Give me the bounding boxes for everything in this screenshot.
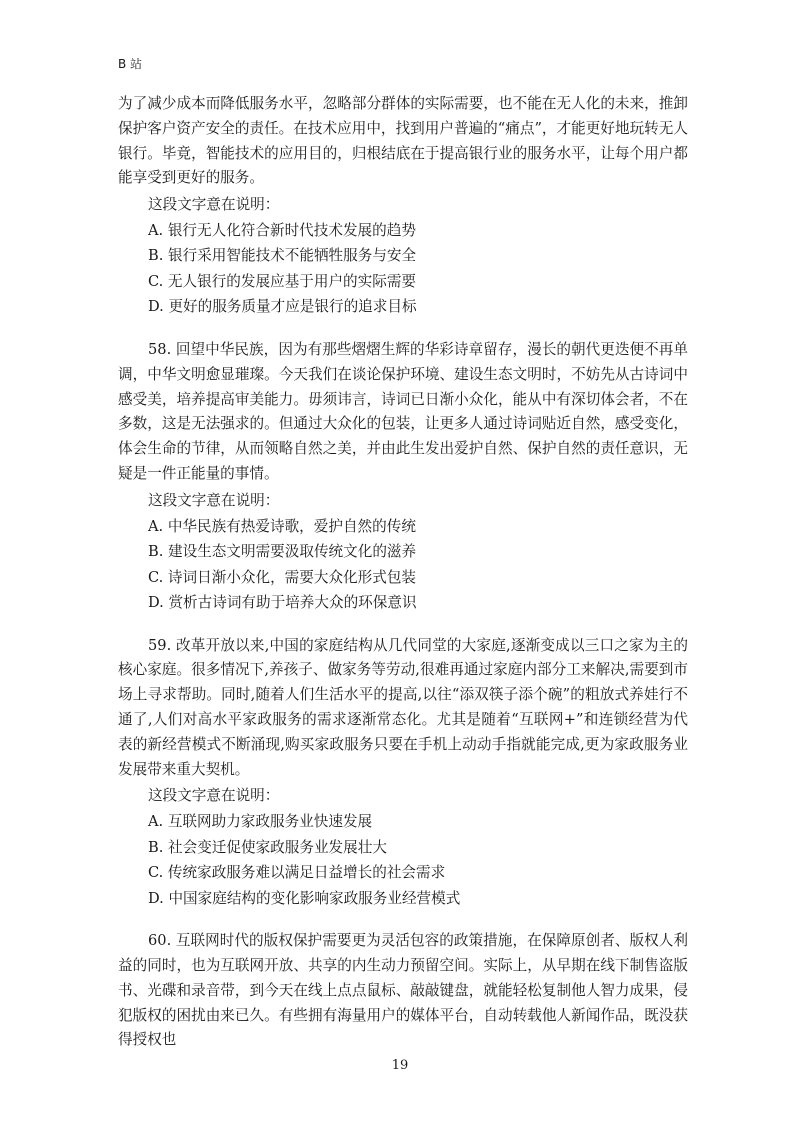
option-a: A. 银行无人化符合新时代技术发展的趋势 <box>148 221 416 239</box>
question-58 <box>118 338 688 616</box>
question-prompt: 这段文字意在说明： <box>148 491 280 509</box>
question-60 <box>118 929 688 1053</box>
passage-text: 58. 回望中华民族，因为有那些熠熠生辉的华彩诗章留存，漫长的朝代更迭便不再单调，中华文明愈显璀璨。今天我们在谈论保护环境、建设生态文明时，不妨先从古诗词中感受美，培养提高审美能力。毋须讳言，诗词已日渐小众化，能从中有深切体会者，不在多数，这是无法强求的。但通过大众化的包装，让更多人通过诗词贴近自然，感受变化，体会生命的节律，从而领略自然之美，并由此生发出爱护自然、保护自然的责任意识，无疑是一件正能量的事情。 <box>118 340 688 482</box>
option-d: D. 赏析古诗词有助于培养大众的环保意识 <box>148 594 417 612</box>
passage-text: 59. 改革开放以来,中国的家庭结构从几代同堂的大家庭,逐渐变成以三口之家为主的核心家庭。很多情况下,养孩子、做家务等劳动,很难再通过家庭内部分工来解决,需要到市场上寻求帮助。同时,随着人们生活水平的提高,以往“添双筷子添个碗”的粗放式养娃行不通了,人们对高水平家政服务的需求逐渐常态化。尤其是随着“互联网+”和连锁经营为代表的新经营模式不断涌现,购买家政服务只要在手机上动动手指就能完成,更为家政服务业发展带来重大契机。 <box>118 636 688 778</box>
option-b: B. 银行采用智能技术不能牺牲服务与安全 <box>148 247 417 265</box>
question-prompt: 这段文字意在说明： <box>148 196 280 214</box>
option-c: C. 传统家政服务难以满足日益增长的社会需求 <box>148 864 446 882</box>
option-a: A. 互联网助力家政服务业快速发展 <box>148 813 373 831</box>
passage-text: 60. 互联网时代的版权保护需要更为灵活包容的政策措施，在保障原创者、版权人利益的同时，也为互联网开放、共享的内生动力预留空间。实际上，从早期在线下制售盗版书、光碟和录音带，到今天在线上点点鼠标、敲敲键盘，就能轻松复制他人智力成果，侵犯版权的困扰由来已久。有些拥有海量用户的媒体平台，自动转载他人新闻作品，既没获得授权也 <box>118 932 688 1049</box>
option-c: C. 诗词日渐小众化，需要大众化形式包装 <box>148 568 417 586</box>
option-d: D. 中国家庭结构的变化影响家政服务业经营模式 <box>148 889 461 907</box>
option-b: B. 建设生态文明需要汲取传统文化的滋养 <box>148 543 417 561</box>
options-list <box>118 514 688 616</box>
question-57-continuation <box>118 92 688 320</box>
option-a: A. 中华民族有热爱诗歌，爱护自然的传统 <box>148 517 416 535</box>
passage-text: 为了减少成本而降低服务水平，忽略部分群体的实际需要，也不能在无人化的未来，推卸保护客户资产安全的责任。在技术应用中，找到用户普遍的“痛点”，才能更好地玩转无人银行。毕竟，智能技术的应用目的，归根结底在于提高银行业的服务水平，让每个用户都能享受到更好的服务。 <box>118 95 688 187</box>
page-header: B 站 <box>118 57 143 71</box>
question-prompt: 这段文字意在说明： <box>148 787 280 805</box>
page-number: 19 <box>391 1058 409 1073</box>
options-list <box>118 218 688 320</box>
options-list <box>118 809 688 911</box>
option-c: C. 无人银行的发展应基于用户的实际需要 <box>148 272 417 290</box>
page-content <box>118 92 688 1053</box>
question-59 <box>118 634 688 912</box>
option-d: D. 更好的服务质量才应是银行的追求目标 <box>148 298 417 316</box>
option-b: B. 社会变迁促使家政服务业发展壮大 <box>148 838 387 856</box>
